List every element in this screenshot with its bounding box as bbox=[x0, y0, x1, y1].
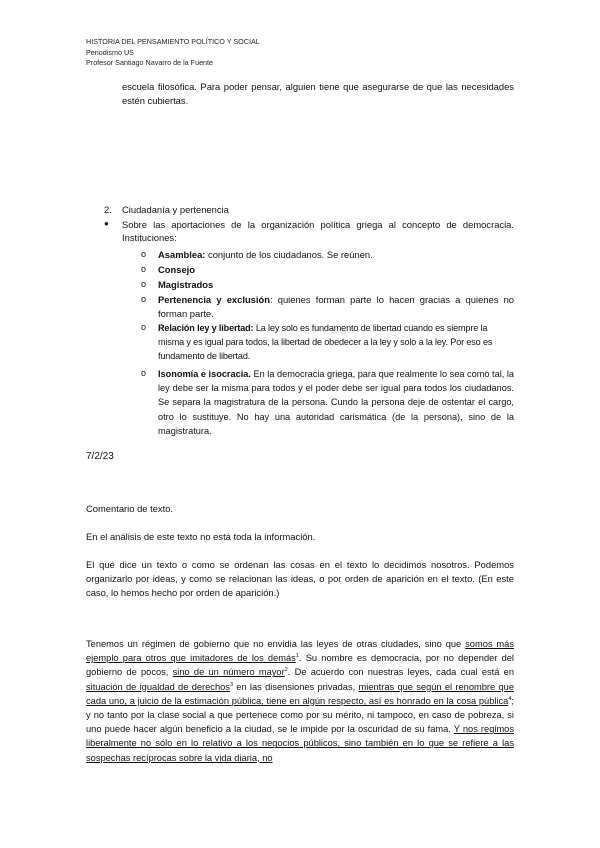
list-item-pertenencia bbox=[158, 293, 514, 321]
comentario-title: Comentario de texto. bbox=[86, 503, 174, 514]
quote-underlined: sino de un número mayor bbox=[172, 667, 285, 678]
item-text: : quienes forman parte lo hacen gracias a quienes no forman parte. bbox=[158, 294, 514, 320]
item-term: Isonomía e isocracia. bbox=[158, 369, 251, 379]
quote-underlined: mientras que según el renombre que cada uno, a juicio de la estimación pública, tiene en algún respecto, así es honrado en la cosa pública bbox=[86, 681, 514, 706]
item-text: conjunto de los ciudadanos. Se reúnen. bbox=[205, 249, 373, 260]
intro-paragraph: escuela filosófica. Para poder pensar, alguien tiene que asegurarse de que las necesidades estén cubiertas. bbox=[122, 81, 514, 106]
item-text: En la democracia griega, para que realmente lo sea como tal, la ley debe ser la misma para todos y el poder debe ser igual para todos los ciudadanos. Se separa la magistratura de la persona. Cundo la persona deje de ostentar el cargo, otro lo sustituye. No hay una autoridad carismática (de la persona), sino de la magistratura. bbox=[158, 369, 514, 436]
footnote-ref: 2 bbox=[284, 667, 288, 674]
quote-text: . Su nombre es democracia, por no depender del gobierno de pocos, bbox=[86, 653, 514, 678]
header-course: HISTORIA DEL PENSAMIENTO POLÍTICO Y SOCIAL bbox=[86, 37, 260, 46]
quote-underlined: situación de igualdad de derechos bbox=[86, 681, 230, 692]
quoted-text bbox=[86, 637, 514, 765]
bullet-text: Sobre las aportaciones de la organización política griega al concepto de democracia. Instituciones: bbox=[122, 219, 514, 243]
item-term: Pertenencia y exclusión bbox=[158, 294, 270, 305]
quote-text: Tenemos un régimen de gobierno que no envidia las leyes de otras ciudades, sino que bbox=[86, 639, 466, 649]
document-header bbox=[86, 37, 260, 69]
item-term: Relación ley y libertad: bbox=[158, 323, 254, 333]
section-title: Ciudadanía y pertenencia bbox=[122, 204, 229, 215]
item-text: La ley solo es fundamento de libertad cuando es siempre la misma y es igual para todos, la libertad de obedecer a la ley y solo a la ley. Por eso es fundamento de libertad. bbox=[158, 323, 493, 362]
footnote-ref: 1 bbox=[295, 653, 299, 660]
item-term: Magistrados bbox=[158, 279, 214, 290]
sub-marker: o bbox=[141, 279, 147, 289]
paragraph-orden: El qué dice un texto o como se ordenan las cosas en el texto lo decidimos nosotros. Podemos organizarlo por ideas, y como se relacionan las ideas, o por orden de aparición en el texto. (En este caso, lo hemos hecho por orden de aparición.) bbox=[86, 559, 514, 599]
quote-underlined: Y nos regimos liberalmente no sólo en lo relativo a los negocios públicos, sino también en lo que se refiere a las sospechas recíprocas sobre la vida diaria, no bbox=[86, 724, 515, 763]
sub-marker: o bbox=[141, 264, 147, 274]
quote-text: ; y no tanto por la clase social a que pertenece como por su mérito, ni tampoco, en caso de pobreza, si uno puede hacer algún beneficio a la ciudad, se le impide por la oscuridad de su fama. bbox=[86, 695, 514, 735]
header-professor: Profesor Santiago Navarro de la Fuente bbox=[86, 58, 214, 67]
section-number: 2. bbox=[104, 204, 112, 215]
date-heading: 7/2/23 bbox=[86, 451, 114, 462]
paragraph-analisis: En el análisis de este texto no está toda la información. bbox=[86, 531, 316, 542]
item-term: Asamblea: bbox=[158, 249, 206, 260]
list-item-isonomia bbox=[158, 367, 514, 438]
footnote-ref: 3 bbox=[229, 681, 233, 688]
quote-text: . De acuerdo con nuestras leyes, cada cual está en bbox=[287, 667, 515, 678]
list-item-magistrados bbox=[158, 278, 514, 292]
sub-marker: o bbox=[141, 368, 147, 378]
header-degree: Periodismo US bbox=[86, 47, 134, 57]
list-item-consejo bbox=[158, 263, 514, 277]
sub-marker: o bbox=[141, 249, 147, 259]
sub-marker: o bbox=[141, 294, 147, 304]
quote-text: en las disensiones privadas, bbox=[233, 681, 359, 692]
bullet-marker: ● bbox=[104, 219, 109, 228]
quote-underlined: somos más ejemplo para otros que imitadores de los demás bbox=[86, 639, 514, 664]
footnote-ref: 4 bbox=[508, 695, 512, 702]
list-item-ley-libertad bbox=[158, 321, 514, 364]
item-term: Consejo bbox=[158, 264, 195, 275]
list-item-asamblea bbox=[158, 248, 514, 262]
sub-marker: o bbox=[141, 322, 147, 332]
